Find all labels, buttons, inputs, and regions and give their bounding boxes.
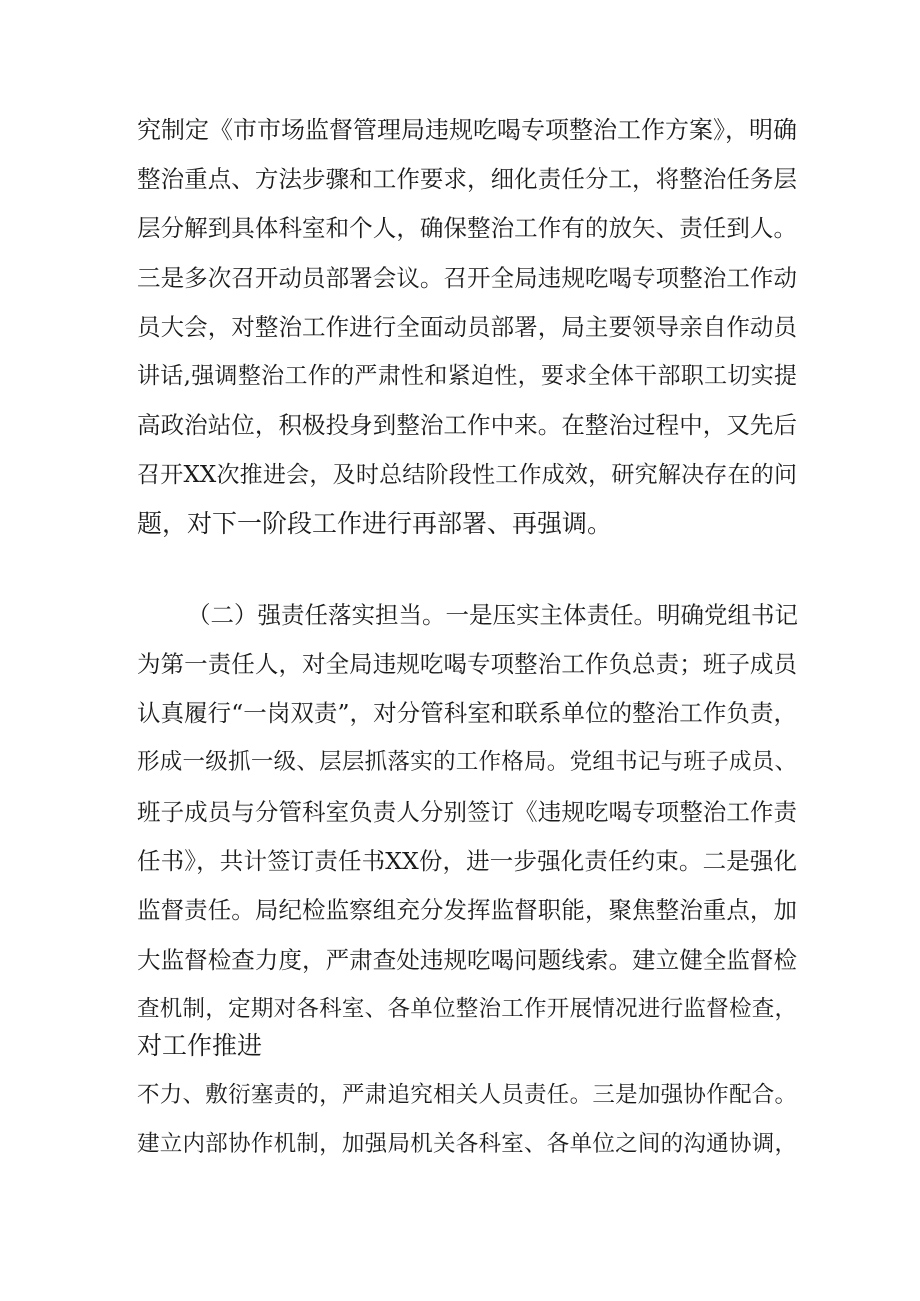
text-line: 不力、敷衍塞责的，严肃追究相关人员责任。三是加强协作配合。 <box>137 1082 797 1108</box>
text-line: 高政治站位，积极投身到整治工作中来。在整治过程中，又先后 <box>137 411 797 439</box>
text-line: 为第一责任人，对全局违规吃喝专项整治工作负总责；班子成员 <box>137 650 797 678</box>
text-line: （二）强责任落实担当。一是压实主体责任。明确党组书记 <box>187 601 798 629</box>
text-line: 题，对下一阶段工作进行再部署、再强调。 <box>137 509 613 538</box>
text-line: 形成一级抓一级、层层抓落实的工作格局。党组书记与班子成员、 <box>137 749 797 775</box>
text-line: 讲话,强调整治工作的严肃性和紧迫性，要求全体干部职工切实提 <box>137 363 797 389</box>
text-line: 整治重点、方法步骤和工作要求，细化责任分工，将整治任务层 <box>137 165 797 193</box>
text-line: 对工作推进 <box>137 1031 263 1060</box>
text-line: 三是多次召开动员部署会议。召开全局违规吃喝专项整治工作动 <box>137 264 797 292</box>
text-line: 认真履行“一岗双责”，对分管科室和联系单位的整治工作负责， <box>137 699 797 727</box>
text-line: 员大会，对整治工作进行全面动员部署，局主要领导亲自作动员 <box>137 313 797 341</box>
text-line: 监督责任。局纪检监察组充分发挥监督职能，聚焦整治重点，加 <box>137 896 797 924</box>
text-line: 查机制，定期对各科室、各单位整治工作开展情况进行监督检查， <box>137 996 797 1022</box>
text-line: 层分解到具体科室和个人，确保整治工作有的放矢、责任到人。 <box>137 214 797 242</box>
text-line: 任书》，共计签订责任书XX份，进一步强化责任约束。二是强化 <box>137 847 797 875</box>
text-line: 大监督检查力度，严肃查处违规吃喝问题线索。建立健全监督检 <box>137 946 797 974</box>
text-line: 建立内部协作机制，加强局机关各科室、各单位之间的沟通协调， <box>137 1131 797 1157</box>
text-line: 召开XX次推进会，及时总结阶段性工作成效，研究解决存在的问 <box>137 462 797 488</box>
text-line: 班子成员与分管科室负责人分别签订《违规吃喝专项整治工作责 <box>137 798 797 826</box>
text-line: 究制定《市市场监督管理局违规吃喝专项整治工作方案》，明确 <box>137 116 797 144</box>
